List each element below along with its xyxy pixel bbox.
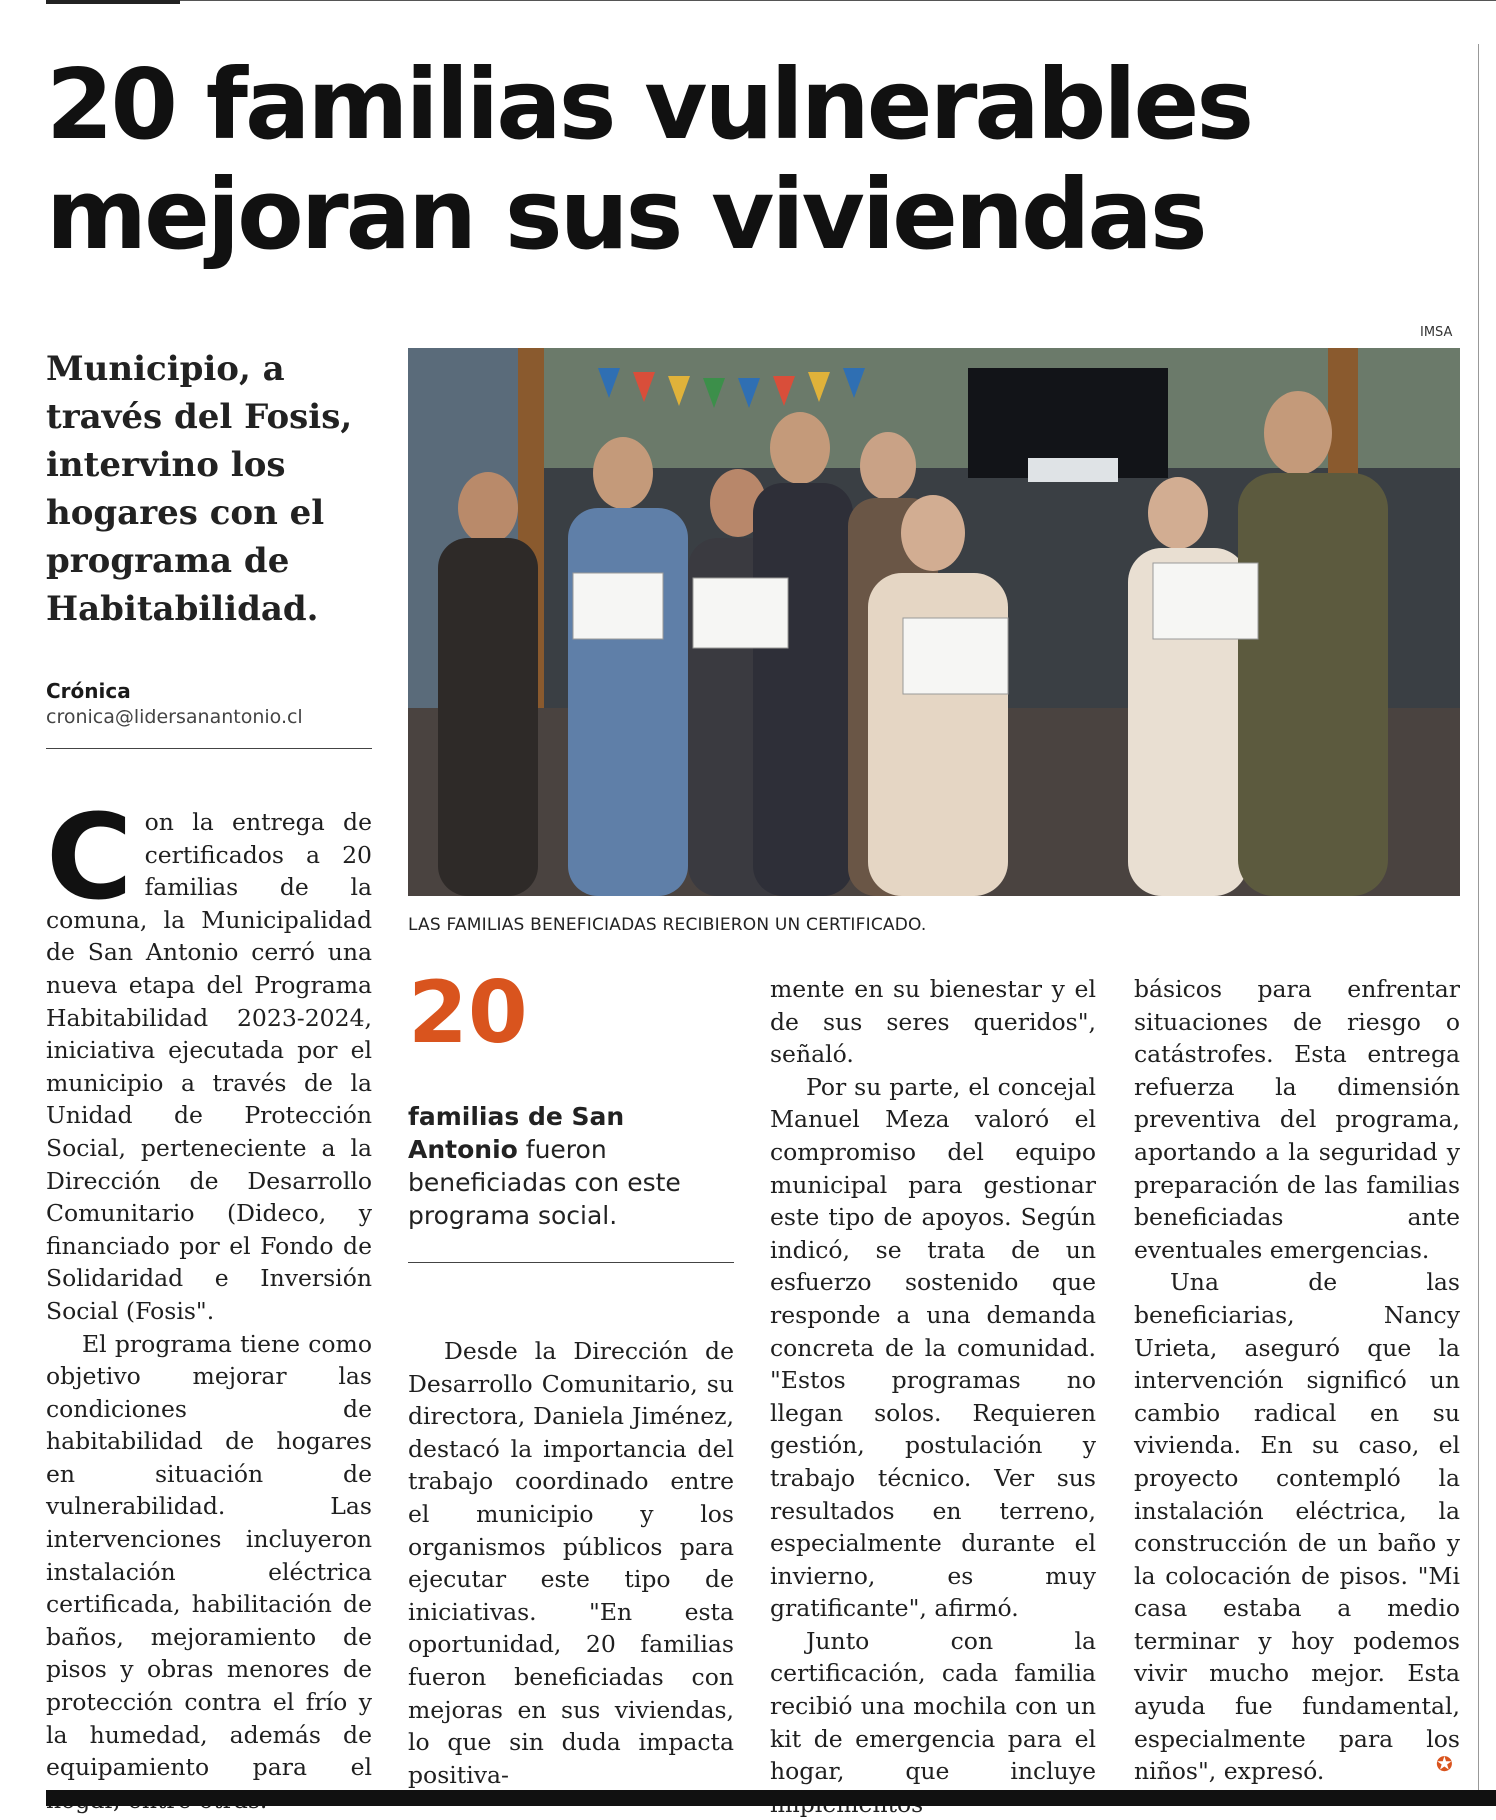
stat-description xyxy=(408,1100,738,1232)
top-rule-tab xyxy=(46,0,180,4)
body-paragraph-5: Junto con la certificación, cada familia recibió una mochila con un kit de emergencia para el hogar, que incluye xyxy=(770,1626,1096,1786)
body-paragraph-6: Una de las beneficiarias, Nancy Urieta, aseguró que la intervención significó un cambio radical en su vivienda. En su caso, el proyecto contempló la instalación eléctrica, la construcción de un baño y la colocación de pisos. "Mi casa estaba a medio terminar y hoy podemos vivir mucho mejor. Esta ayuda fue fundamental, especialmente para los niños", expresó. xyxy=(1134,1268,1460,1786)
top-rule xyxy=(46,0,1496,1)
body-column-1 xyxy=(46,788,372,1816)
end-mark-icon: ✪ xyxy=(1436,1752,1453,1776)
body-paragraph-1 xyxy=(46,788,372,1328)
byline-divider xyxy=(46,748,372,749)
headline-line-2: mejoran sus viviendas xyxy=(46,158,1205,271)
bottom-rule xyxy=(46,1790,1496,1806)
body-column-3 xyxy=(770,973,1096,1820)
photo-illustration xyxy=(408,348,1460,896)
body-column-4 xyxy=(1134,973,1460,1788)
byline-section: Crónica xyxy=(46,679,131,703)
body-paragraph-2: El programa tiene como objetivo mejorar las condiciones de habitabilidad de hogares en situación de vulnerabilidad. Las intervenciones incluyeron instalación eléctrica certificada, habilitación de baños, mejoramiento de pisos y obras menores de protección contra el frío y la humedad, además de equipamiento para el xyxy=(46,1329,372,1782)
subheadline: Municipio, a través del Fosis, intervino los hogares con el programa de Habitabilidad. xyxy=(46,349,353,629)
body-paragraph-4: Por su parte, el concejal Manuel Meza valoró el compromiso del equipo municipal para gestionar este tipo de apoyos. Según indicó, se trata de un esfuerzo sostenido que responde a una demanda concreta de la comunidad. "Estos programas no llegan solos. Requieren gestión, postulación y trabajo técnico. Ver sus resultados en terreno, especialmente durante el invierno, es muy gratificante", afirmó. xyxy=(770,1072,1096,1623)
article-photo xyxy=(408,348,1460,896)
byline-email: cronica@lidersanantonio.cl xyxy=(46,706,303,728)
headline-line-1: 20 familias vulnerables xyxy=(46,48,1252,161)
byline xyxy=(46,678,303,730)
photo-caption: LAS FAMILIAS BENEFICIADAS RECIBIERON UN CERTIFICADO. xyxy=(408,915,927,935)
stat-text: fueron beneficiadas con este programa social. xyxy=(408,1135,681,1230)
stat-bold: familias de San Antonio xyxy=(408,1102,625,1164)
headline xyxy=(46,50,1446,270)
right-column-rule xyxy=(1478,44,1479,1804)
stat-number: 20 xyxy=(408,963,528,1063)
stat-divider xyxy=(408,1262,734,1263)
photo-credit: IMSA xyxy=(1420,325,1453,340)
body-paragraph-3-continued: mente en su bienestar y el de sus seres queridos", señaló. xyxy=(770,975,1096,1069)
body-paragraph-3: Desde la Dirección de Desarrollo Comunitario, su directora, Daniela Jiménez, destacó la importancia del trabajo coordinado entre el municipio y los organismos públicos para ejecutar este tipo de iniciativas. "En esta oportunidad, 20 familias fueron beneficiadas con mejoras en sus viviendas, lo que sin duda impacta positiva- xyxy=(408,1337,734,1789)
body-paragraph-5-continued: básicos para enfrentar situaciones de riesgo o catástrofes. Esta entrega refuerza la dimensión preventiva del programa, aportando a la seguridad y preparación de las familias beneficiadas ante eventuales emergencias. xyxy=(1134,975,1460,1264)
body-column-2 xyxy=(408,1335,734,1791)
drop-cap: C xyxy=(46,788,133,926)
body-paragraph-1-text: on la entrega de certificados a 20 familias de la comuna, la Municipalidad de San Antonio cerró una nueva etapa del Programa Habitabilidad 2023-2024, iniciativa ejecutada por el municipio a través de la Unidad de Protección Social, perteneciente a la Dirección de Desarrollo Comunitario (Dideco, y financiado por el Fondo de Solidaridad e Inversión Social (Fosis". xyxy=(46,808,372,1325)
